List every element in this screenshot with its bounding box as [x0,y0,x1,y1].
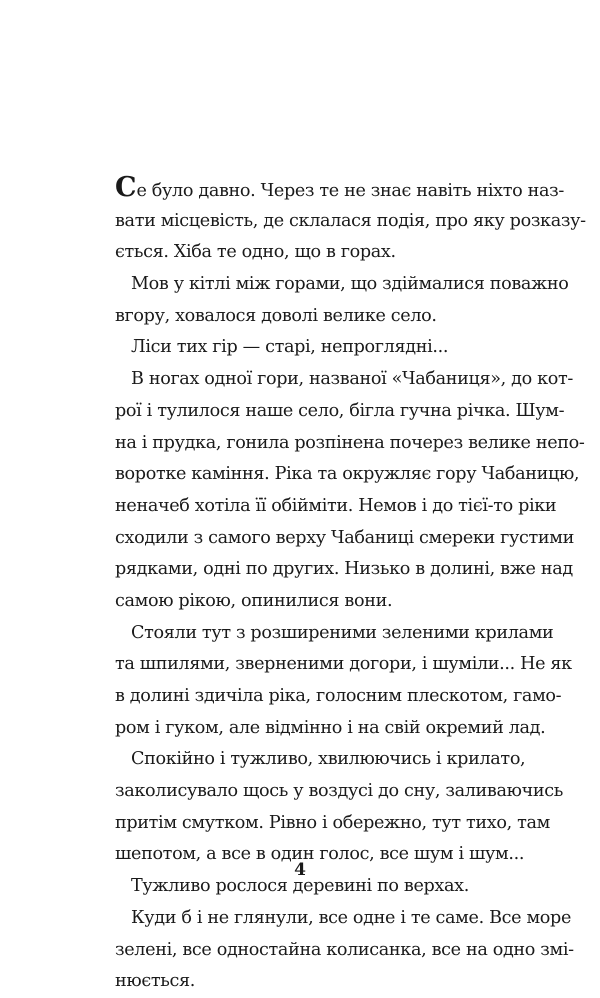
text-line: Куди б і не глянули, все одне і те саме. Все море [131,907,572,928]
text-line: ром і гуком, але відмінно і на свій окремий лад. [115,717,546,738]
text-line: Спокійно і тужливо, хвилюючись і крилато, [131,749,526,770]
text-line: рої і тулилося наше село, бігла гучна річка. Шум- [115,400,565,421]
paragraph-8 [115,903,574,998]
line-text: е було давно. Через те не знає навіть ніхто наз- [136,181,564,201]
drop-cap: С [115,172,137,203]
paragraph-1 [115,172,586,269]
text-line [115,172,564,206]
text-line: Стояли тут з розширеними зеленими крилами [131,622,554,643]
text-line: заколисувало щось у воздусі до сну, заливаючись [115,781,563,802]
paragraph-6 [115,744,563,871]
text-line: Ліси тих гір — старі, непроглядні... [131,337,449,358]
paragraph-3 [115,332,490,364]
text-line: Тужливо рослося деревині по верхах. [131,876,469,897]
text-line: Мов у кітлі між горами, що здіймалися поважно [131,274,569,295]
text-line: притім смутком. Рівно і обережно, тут тихо, там [115,812,550,833]
paragraph-2 [115,269,569,332]
text-line: В ногах одної гори, названої «Чабаниця», до кот- [131,369,573,390]
text-line: воротке каміння. Ріка та окружляє гору Чабаницю, [115,464,580,485]
text-line: та шпилями, зверненими догори, і шуміли... Не як [115,654,572,675]
text-line: шепотом, а все в один голос, все шум і шум... [115,844,525,865]
text-line: на і прудка, гонила розпінена почерез велике непо- [115,432,585,453]
text-line: неначеб хотіла її обійміти. Немов і до тієї-то ріки [115,495,557,516]
text-line: сходили з самого верху Чабаниці смереки густими [115,527,575,548]
text-line: ється. Хіба те одно, що в горах. [115,242,396,263]
paragraph-5 [115,618,572,745]
text-line: вати місцевість, де склалася подія, про яку розказу- [115,210,586,231]
text-line: нюється. [115,971,195,992]
text-line: в долині здичіла ріка, голосним плескотом, гамо- [115,686,562,706]
paragraph-4 [115,364,585,618]
text-line: вгору, ховалося доволі велике село. [115,305,437,326]
text-line: рядками, одні по других. Низько в долині, вже над [115,559,573,580]
text-line: самою рікою, опинилися вони. [115,590,393,611]
text-line: зелені, все одностайна колисанка, все на одно змі- [115,939,574,960]
page-number: 4 [294,860,306,880]
